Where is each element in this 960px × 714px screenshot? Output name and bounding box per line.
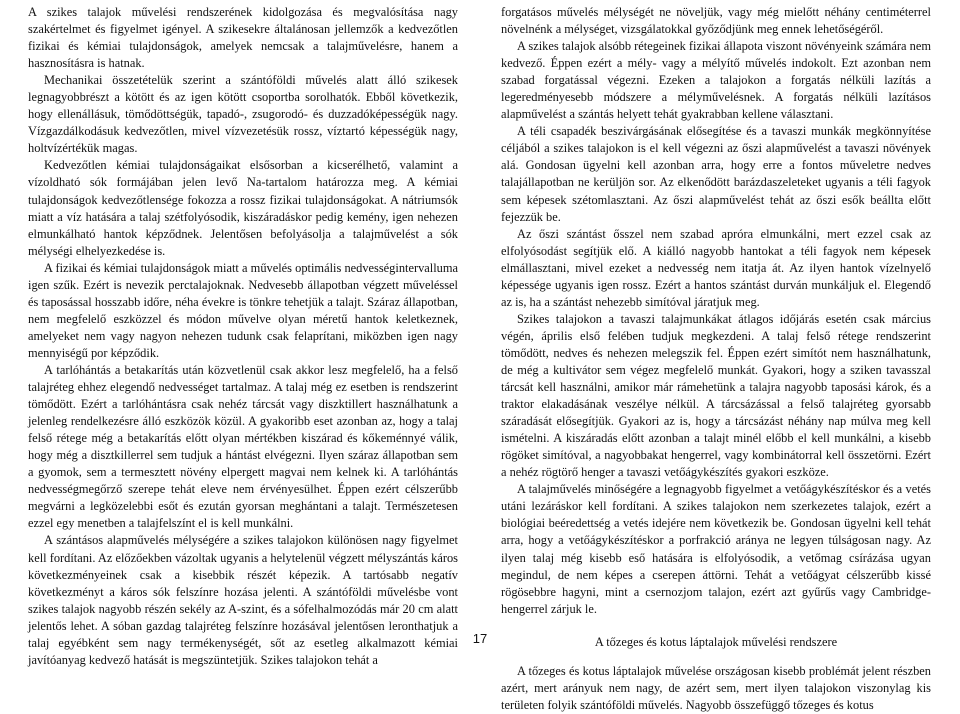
paragraph: A talajművelés minőségére a legnagyobb figyelmet a vetőágykészítéskor és a vetés utáni lezáráskor kell fordítani. A szikes talajokon nem szerkezetes talajok, ezért a biológiai beéredettség a vetés idejére nem következik be. Gondosan ügyelni kell tehát arra, hogy a vetőágykészítéskor a porfrakció aránya ne legyen túlságosan nagy. Az ilyen talaj még kisebb eső hatására is elfolyósodik, a vetőmag csírázása ugyan megindul, de nem képes a cserepen áttörni. Tehát a vetőágyat célszerűbb kissé rögösebbre hagyni, mint a csernozjom talajon, ezért azt gyűrűs vagy Cambridge-hengerrel zárjuk le. [501,482,931,616]
left-column [28,4,458,669]
page-number: 17 [472,631,488,646]
paragraph: A szikes talajok művelési rendszerének kidolgozása és megvalósítása nagy szakértelmet és figyelmet igényel. A szikesekre általánosan jellemzők a kedvezőtlen fizikai és kémiai tulajdonságok, amelyek nemcsak a talajművelésre, hanem a hasznosításra is hatnak. [28,5,458,71]
paragraph: A fizikai és kémiai tulajdonságok miatt a művelés optimális nedvességintervalluma igen szűk. Ezért is nevezik perctalajoknak. Nedvesebb állapotban végzett műveléssel és taposással hosszabb időre, néha évekre is tönkre tehetjük a talajt. Száraz állapotban, nem megfelelő eszközzel és módon művelve olyan méretű hantok keletkeznek, amelyeket nem vagy nagyon nehezen tudunk csak felaprítani, miközben igen nagy mennyiségű por képződik. [28,260,458,360]
paragraph: forgatásos művelés mélységét ne növeljük, vagy még mielőtt néhány centiméterrel növelnénk a mélységet, vizsgálatokkal győződjünk meg ennek lehetőségéről. [501,5,931,37]
paragraph: A téli csapadék beszivárgásának elősegítése és a tavaszi munkák megkönnyítése céljából a szikes talajokon is el kell végezni az őszi alapművelést a tavaszi növények alá. Gondosan ügyelni kell azonban arra, hogy erre a fontos műveletre nedves talajállapotban ne kerüljön sor. Az elkenődött barázdaszeleteket ugyanis a téli fagyok sem képesek szétomlasztani. Az őszi alapművelést tehát az őszi esők beállta előtt fejezzük be. [501,124,931,224]
paragraph: A tarlóhántás a betakarítás után közvetlenül csak akkor lesz megfelelő, ha a felső talajréteg ehhez elegendő nedvességet tartalmaz. A talaj még ez esetben is rendszerint tömődött. Ezért a tarlóhántásra csak nehéz tárcsát vagy diszktillert használhatunk a jelenleg rendelkezésre álló eszközök közül. A gyakoribb eset azonban az, hogy a talaj felső rétege még a betakarítás előtt olyan mértékben kiszárad és kőkeménnyé válik, hogy még a disztkillerrel sem tudjuk a hántást elvégezni. Ilyen száraz állapotban sem a gyomok, sem a termesztett növény elpergett magvai nem kelnek ki. A tarlóhántás nedvességmegőrző szerepe tehát eleve nem érvényesülhet. Éppen ezért célszerűbb megvárni a legközelebbi esőt és ezután gyorsan meghántani a talajt. Természetesen ezzel egy menetben a talajfelszínt el is kell munkálni. [28,362,458,531]
paragraph: A tőzeges és kotus láptalajok művelése országosan kisebb problémát jelent részben azért, mert arányuk nem nagy, de azért sem, mert ilyen talajokon viszonylag kis területen folyik szántóföldi művelés. Nagyobb összefüggő tőzeges és kotus [501,663,931,712]
section-heading: A tőzeges és kotus láptalajok művelési rendszere [594,634,838,649]
paragraph: Szikes talajokon a tavaszi talajmunkákat átlagos időjárás esetén csak március végén, április első felében tudjuk megkezdeni. A talaj felső rétege rendszerint tömődött, nedves és nehezen melegszik fel. Éppen ezért simítót nem használhatunk, de még a kultivátor sem végez megfelelő munkát. Gyakori, hogy a sziken tavasszal tárcsát kell használni, amikor már rámehetünk a talajra nagyobb taposási károk, és a traktor elakadásának veszélye nélkül. A tárcsázással a felső talajréteg gyorsabb száradását elősegítjük. Gyakori az is, hogy a tárcsázást néhány nap múlva meg kell ismételni. A kiszáradás előtt azonban a talajt minél előbb el kell munkálni, a kisebb rögöket simítóval, a nagyobbakat hengerrel, vagy kombinátorral kell összetörni. Ezért a nehéz rögtörő henger a tavaszi vetőágykészítés gyakori eszköze. [501,311,931,480]
paragraph: Az őszi szántást ősszel nem szabad apróra elmunkálni, mert ezzel csak az elfolyósodást segítjük elő. A kiálló nagyobb hantokat a téli fagyok nem képesek elmállasztani, mivel ezeket a nedvesség nem itatja át. Az ilyen hantok vízelnyelő képessége ugyanis igen rossz. Ezért a hantos szántást durván munkáljuk el. Elegendő az is, ha a szántást nehezebb simítóval járatjuk meg. [501,226,931,309]
paragraph: Mechanikai összetételük szerint a szántóföldi művelés alatt álló szikesek legnagyobbrészt a kötött és az igen kötött csoportba sorolhatók. Ebből következik, hogy ellenállásuk, tömődöttségük, tapadó-, zsugorodó- és duzzadóképességük nagy. Vízgazdálkodásuk kedvezőtlen, mivel vízvezetésük rossz, víztartó képességük nagy, holtvízértékük magas. [28,73,458,156]
paragraph: Kedvezőtlen kémiai tulajdonságaikat elsősorban a kicserélhető, valamint a vízoldható sók formájában jelen levő Na-tartalom határozza meg. A kémiai tulajdonságok kedvezőtlensége fokozza a rossz fizikai tulajdonságokat. A nátriumsók miatt a víz hatására a talaj szétfolyósodik, kiszáradáskor pedig kemény, igen nehezen elmunkálható hantok képződnek. Jelentősen befolyásolja a talajművelést a sók mélységi elhelyezkedése is. [28,158,458,258]
paragraph: A szikes talajok alsóbb rétegeinek fizikai állapota viszont növényeink számára nem kedvező. Éppen ezért a mély- vagy a mélyítő művelés indokolt. Ezt azonban nem szabad forgatással végezni. Ezeken a talajokon a forgatás nélküli lazítás a legeredményesebb módszere a mélyművelésnek. A forgatás nélküli lazításos alapművelést a szántás helyett tehát gyakrabban kellene választani. [501,39,931,122]
paragraph: A szántásos alapművelés mélységére a szikes talajokon különösen nagy figyelmet kell fordítani. Az előzőekben vázoltak ugyanis a helytelenül végzett mélyszántás káros következményeinek csak a kisebbik részét képezik. A tartósabb negatív következményt a káros sók felszínre hozása jelenti. A szántóföldi művelésbe vont szikes talajok nagyobb részén sekély az A-szint, és a sófelhalmozódás már 20 cm alatt jelentős lehet. A sóban gazdag talajréteg felszínre hozásával jelentősen leronthatjuk a talaj egyébként sem nagy termékenységét, sőt az esetleg alkalmazott kémiai javítóanyag kedvező hatását is megszüntetjük. Szikes talajokon tehát a [28,533,458,667]
right-column [501,4,931,714]
